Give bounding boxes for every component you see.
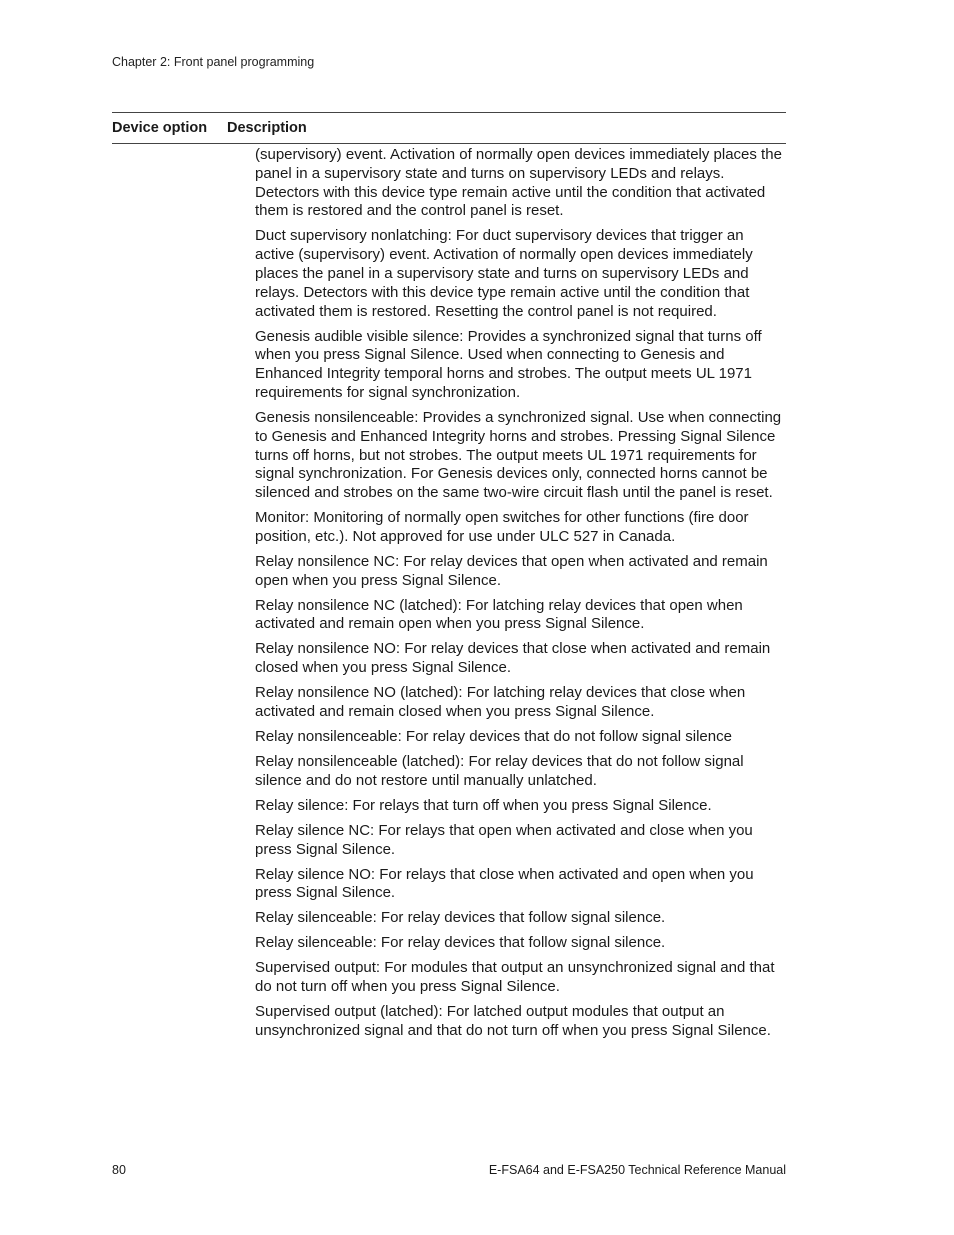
- description-paragraph: Relay nonsilence NO: For relay devices that close when activated and remain closed when you press Signal Silence.: [255, 640, 771, 677]
- description-paragraph: Relay nonsilence NC (latched): For latching relay devices that open when activated and remain open when you press Signal Silence.: [255, 596, 743, 633]
- description-column: [112, 144, 786, 1041]
- description-paragraph: Supervised output (latched): For latched output modules that output an unsynchronized signal and that do not turn off when you press Signal Silence.: [255, 1003, 771, 1039]
- description-paragraph: Supervised output: For modules that output an unsynchronized signal and that do not turn off when you press Signal Silence.: [255, 959, 775, 996]
- description-paragraph: Genesis audible visible silence: Provides a synchronized signal that turns off when you press Signal Silence. Used when connecting to Genesis and Enhanced Integrity temporal horns and strobes. The output meets UL 1971 requirements for signal synchronization.: [255, 327, 762, 401]
- description-paragraph: Relay silenceable: For relay devices that follow signal silence.: [255, 934, 666, 952]
- description-paragraph: Relay nonsilenceable (latched): For relay devices that do not follow signal silence and do not restore until manually unlatched.: [255, 752, 744, 789]
- column-header-device-option: Device option: [112, 120, 208, 136]
- description-paragraph: Relay nonsilenceable: For relay devices that do not follow signal silence: [255, 728, 732, 745]
- page-number: 80: [112, 1163, 126, 1177]
- description-paragraph: Relay silence NC: For relays that open when activated and close when you press Signal Silence.: [255, 821, 753, 858]
- column-header-description: Description: [227, 120, 307, 136]
- description-paragraph: Relay silence: For relays that turn off when you press Signal Silence.: [255, 796, 712, 814]
- running-header: Chapter 2: Front panel programming: [112, 55, 315, 69]
- description-paragraph: Monitor: Monitoring of normally open switches for other functions (fire door position, etc.). Not approved for use under ULC 527 in Canada.: [255, 509, 749, 545]
- manual-title: E-FSA64 and E-FSA250 Technical Reference Manual: [488, 1163, 786, 1177]
- description-paragraph: Relay nonsilence NC: For relay devices that open when activated and remain open when you press Signal Silence.: [255, 552, 768, 589]
- description-paragraph: Duct supervisory nonlatching: For duct supervisory devices that trigger an active (supervisory) event. Activation of normally open devices immediately places the panel in a supervisory state and turns on supervisory LEDs and relays. Detectors with this device type remain active until the condition that activated them is restored. Resetting the control panel is not required.: [255, 227, 753, 320]
- description-paragraph: Relay nonsilence NO (latched): For latching relay devices that close when activated and remain closed when you press Signal Silence.: [255, 684, 746, 721]
- description-paragraph: (supervisory) event. Activation of normally open devices immediately places the panel in a supervisory state and turns on supervisory LEDs and relays. Detectors with this device type remain active until the condition that activated them is restored and the control panel is reset.: [255, 146, 782, 220]
- description-paragraph: Relay silenceable: For relay devices that follow signal silence.: [255, 909, 666, 927]
- device-option-table: [112, 112, 786, 1047]
- table-header-row: [112, 113, 786, 144]
- description-paragraph: Genesis nonsilenceable: Provides a synchronized signal. Use when connecting to Genesis and Enhanced Integrity horns and strobes. Pressing Signal Silence turns off horns, but not strobes. The output meets UL 1971 requirements for signal synchronization. For Genesis devices only, connected horns cannot be silenced and strobes on the same two-wire circuit flash until the panel is reset.: [255, 408, 782, 502]
- description-paragraph: Relay silence NO: For relays that close when activated and open when you press Signal Silence.: [255, 865, 754, 902]
